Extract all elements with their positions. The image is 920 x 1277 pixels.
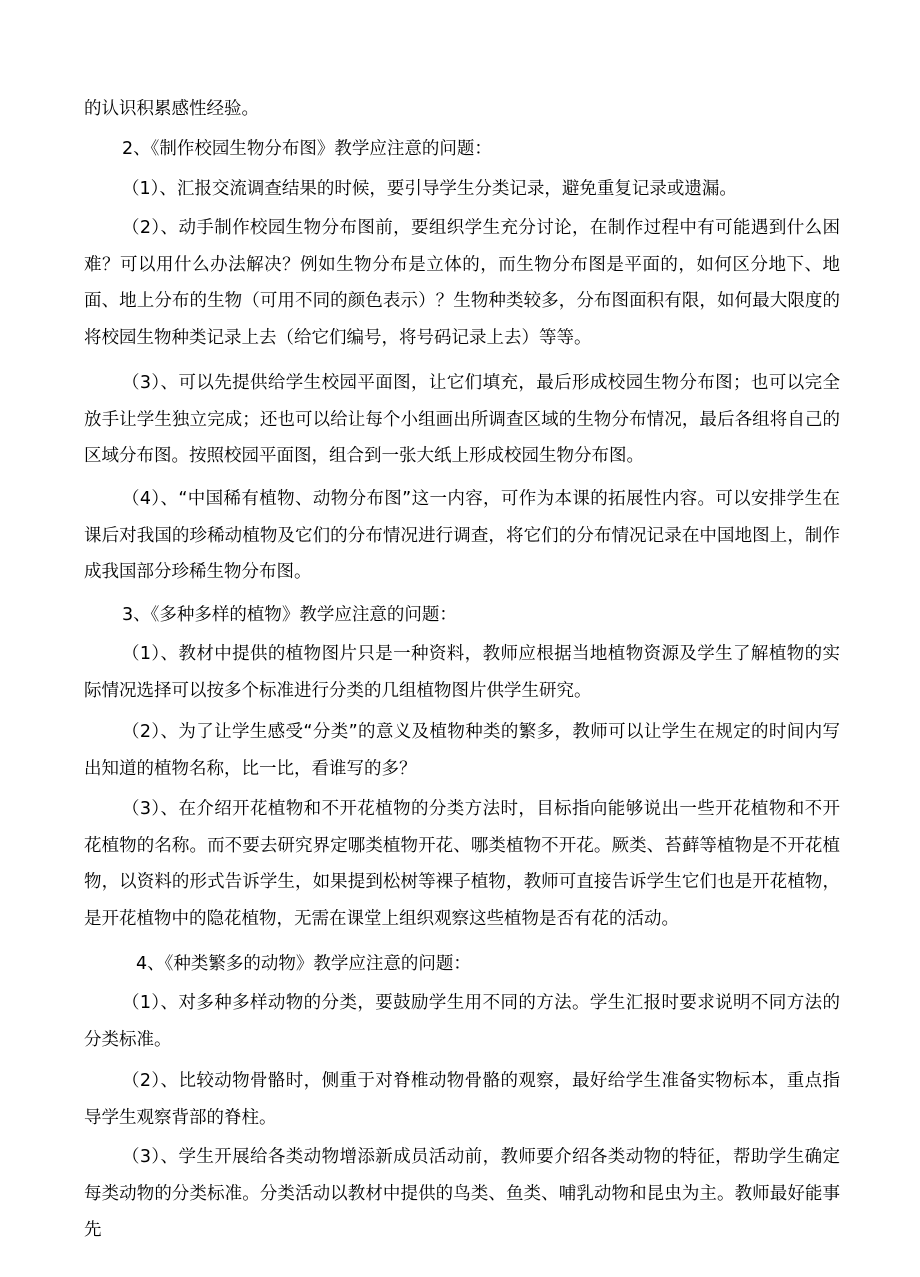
section-heading-3: 3、《多种多样的植物》教学应注意的问题： (122, 605, 457, 625)
paragraph-item: （3）、可以先提供给学生校园平面图，让它们填充，最后形成校园生物分布图；也可以完全放手让学生独立完成；还也可以给让每个小组画出所调查区域的生物分布情况，最后各组将自己的区域分布图。按照校园平面图，组合到一张大纸上形成校园生物分布图。 (84, 373, 840, 467)
paragraph-continuation: 的认识积累感性经验。 (84, 99, 259, 119)
paragraph-item: （1）、对多种多样动物的分类，要鼓励学生用不同的方法。学生汇报时要求说明不同方法的分类标准。 (84, 993, 840, 1050)
paragraph-item: （2）、为了让学生感受“分类”的意义及植物种类的繁多，教师可以让学生在规定的时间内写出知道的植物名称，比一比，看谁写的多？ (84, 722, 840, 779)
paragraph-item: （1）、汇报交流调查结果的时候，要引导学生分类记录，避免重复记录或遗漏。 (122, 179, 737, 199)
section-heading-4: 4、《种类繁多的动物》教学应注意的问题： (136, 954, 471, 974)
section-heading-2: 2、《制作校园生物分布图》教学应注意的问题： (122, 139, 492, 159)
paragraph-item: （1）、教材中提供的植物图片只是一种资料，教师应根据当地植物资源及学生了解植物的实际情况选择可以按多个标准进行分类的几组植物图片供学生研究。 (84, 644, 840, 701)
paragraph-item: （2）、比较动物骨骼时，侧重于对脊椎动物骨骼的观察，最好给学生准备实物标本，重点指导学生观察背部的脊柱。 (84, 1071, 840, 1128)
paragraph-item: （3）、在介绍开花植物和不开花植物的分类方法时，目标指向能够说出一些开花植物和不开花植物的名称。而不要去研究界定哪类植物开花、哪类植物不开花。厥类、苔藓等植物是不开花植物，以资料的形式告诉学生，如果提到松树等裸子植物，教师可直接告诉学生它们也是开花植物，是开花植物中的隐花植物，无需在课堂上组织观察这些植物是否有花的活动。 (84, 799, 840, 929)
paragraph-item: （4）、“中国稀有植物、动物分布图”这一内容，可作为本课的拓展性内容。可以安排学生在课后对我国的珍稀动植物及它们的分布情况进行调查，将它们的分布情况记录在中国地图上，制作成我国部分珍稀生物分布图。 (84, 489, 840, 583)
paragraph-item: （3）、学生开展给各类动物增添新成员活动前，教师要介绍各类动物的特征，帮助学生确定每类动物的分类标准。分类活动以教材中提供的鸟类、鱼类、哺乳动物和昆虫为主。教师最好能事先 (84, 1147, 840, 1241)
paragraph-item: （2）、动手制作校园生物分布图前，要组织学生充分讨论，在制作过程中有可能遇到什么困难？可以用什么办法解决？例如生物分布是立体的，而生物分布图是平面的，如何区分地下、地面、地上分布的生物（可用不同的颜色表示）？生物种类较多，分布图面积有限，如何最大限度的将校园生物种类记录上去（给它们编号，将号码记录上去）等等。 (84, 218, 840, 348)
